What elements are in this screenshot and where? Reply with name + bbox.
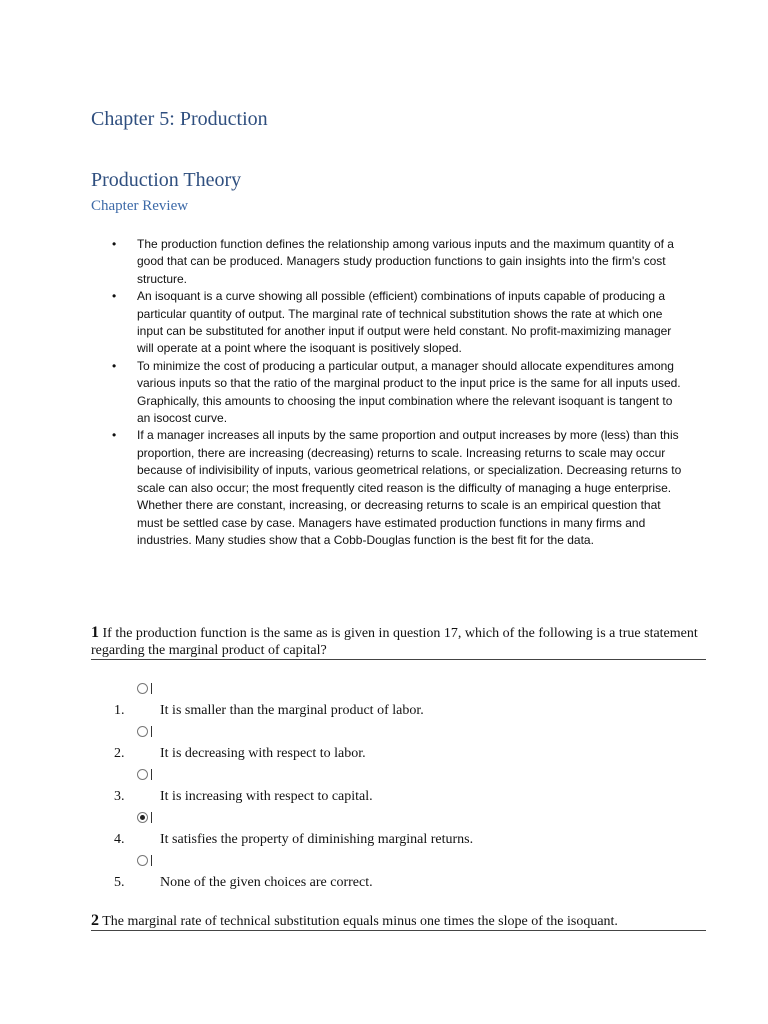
question-divider xyxy=(91,659,706,660)
option-1-radio[interactable] xyxy=(137,683,148,694)
option-3-radio[interactable] xyxy=(137,769,148,780)
question-text: The marginal rate of technical substitution equals minus one times the slope of the isoquant. xyxy=(102,914,618,929)
review-point: • If a manager increases all inputs by the same proportion and output increases by more (less) than this proportion, there are increasing (decreasing) returns to scale. Increasing returns to scale may occur because of indivisibility of inputs, various geometrical relations, or specialization. Decreasing returns to scale can also occur; the most frequently cited reason is the difficulty of managing a huge enterprise. Whether there are constant, increasing, or decreasing returns to scale is an empirical question that must be settled case by case. Managers have estimated production functions in many firms and industries. Many studies show that a Cobb-Douglas function is the best fit for the data. xyxy=(112,427,682,549)
option-number: 2. xyxy=(114,746,125,761)
chapter-title: Chapter 5: Production xyxy=(91,108,268,130)
option-4-radio-selected[interactable] xyxy=(137,812,148,823)
option-text[interactable]: It is smaller than the marginal product of labor. xyxy=(160,703,424,718)
option-number: 1. xyxy=(114,703,125,718)
question-number: 1 xyxy=(91,624,99,641)
question-2 xyxy=(91,912,706,930)
question-text: If the production function is the same as is given in question 17, which of the following is a true statement regarding the marginal product of capital? xyxy=(91,626,698,658)
radio-dot xyxy=(140,815,145,820)
subsection-title: Chapter Review xyxy=(91,198,189,214)
option-text[interactable]: It is decreasing with respect to labor. xyxy=(160,746,366,761)
option-text[interactable]: It satisfies the property of diminishing marginal returns. xyxy=(160,832,474,847)
review-point: • The production function defines the relationship among various inputs and the maximum quantity of a good that can be produced. Managers study production functions to gain insights into the firm's cost structure. xyxy=(112,236,682,288)
option-2-radio[interactable] xyxy=(137,726,148,737)
question-number: 2 xyxy=(91,912,99,929)
option-number: 4. xyxy=(114,832,125,847)
section-title: Production Theory xyxy=(91,169,242,191)
option-number: 5. xyxy=(114,875,125,890)
option-text[interactable]: None of the given choices are correct. xyxy=(160,875,373,890)
review-point: • To minimize the cost of producing a particular output, a manager should allocate expenditures among various inputs so that the ratio of the marginal product to the input price is the same for all inputs used. Graphically, this amounts to choosing the input combination where the relevant isoquant is tangent to an isocost curve. xyxy=(112,358,682,428)
option-text[interactable]: It is increasing with respect to capital. xyxy=(160,789,373,804)
question-1 xyxy=(91,624,706,659)
chapter-review-list xyxy=(112,236,682,549)
question-divider xyxy=(91,930,706,931)
review-point: • An isoquant is a curve showing all possible (efficient) combinations of inputs capable of producing a particular quantity of output. The marginal rate of technical substitution shows the rate at which one input can be substituted for another input if output were held constant. No profit-maximizing manager will operate at a point where the isoquant is positively sloped. xyxy=(112,288,682,358)
option-number: 3. xyxy=(114,789,125,804)
option-5-radio[interactable] xyxy=(137,855,148,866)
